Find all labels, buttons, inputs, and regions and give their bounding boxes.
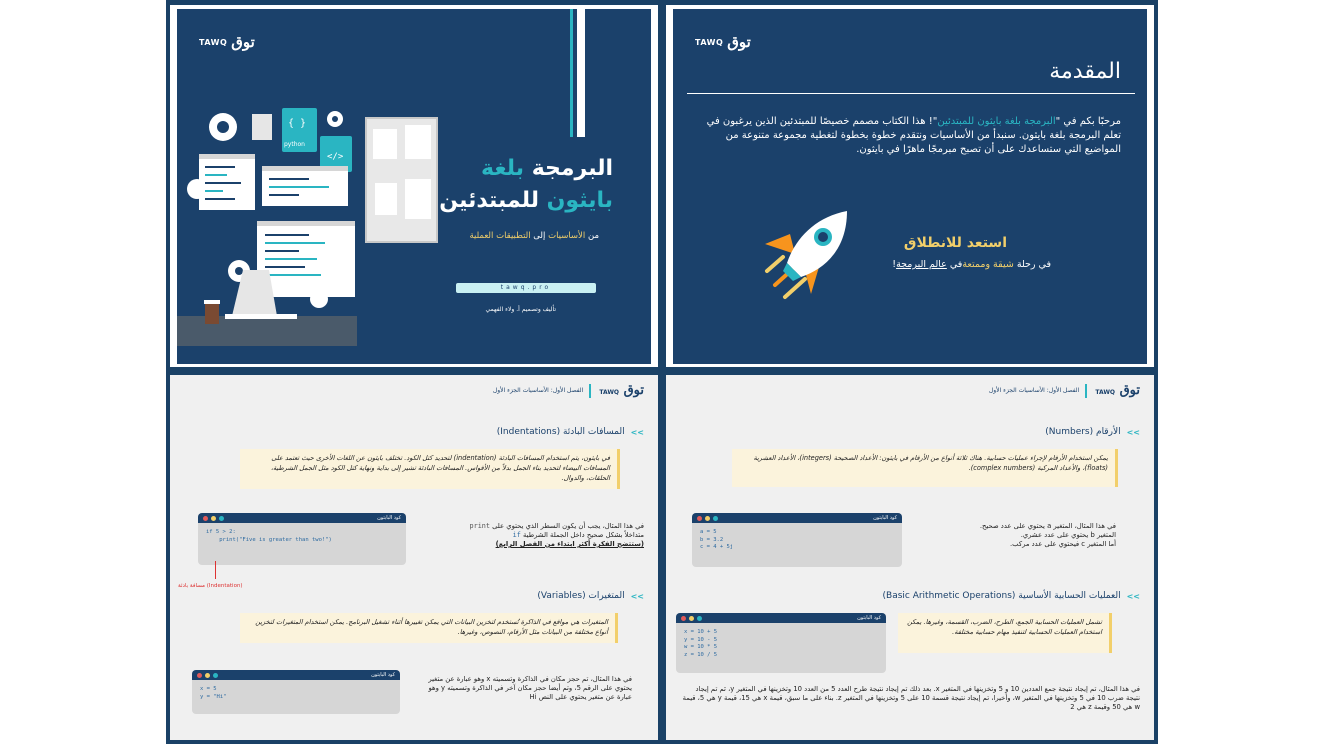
example-text: في هذا المثال، تم حجز مكان في الذاكرة وتسميته x وهو عبارة عن متغير يحتوي على الرقم 5، وتم أيضا حجز مكان آخر في الذاكرة وتسميته y وهو عبارة عن متغير يحتوي على النص Hi <box>428 675 632 701</box>
note-box: في بايثون، يتم استخدام المسافات البادئة (indentation) لتحديد كتل الكود. تختلف بايثون عن اللغات الأخرى حيث تعتمد على المسافات البيضاء لتحديد بناء الجمل بدلاً من الأقواس. المسافات البادئة تشير إلى بداية ونهاية كتل الكود مثل الجمل الشرطية، الحلقات، والدوال. <box>240 449 620 489</box>
example-text: في هذا المثال، يجب أن يكون السطر الذي يحتوي على print متداخلاً بشكل صحيح داخل الجملة الشرطية if (ستتضح الفكرة أكثر ابتداء من الفصل الرابع) <box>469 522 644 548</box>
author-credit: تأليف وتصميم أ. ولاء الفهمي <box>485 306 556 313</box>
divider <box>687 93 1135 94</box>
brand-logo: توق TAWQ <box>1095 383 1140 398</box>
cta-title: استعد للانطلاق <box>903 235 1007 251</box>
brand-logo: TAWQ توق <box>695 33 751 51</box>
cover-page <box>170 5 658 367</box>
code-block: كود البايثون x = 5 y = "Hi" <box>192 670 400 714</box>
site-link[interactable]: tawq.pro <box>456 283 596 293</box>
section-heading: >> الأرقام (Numbers) <box>1045 427 1140 437</box>
cover-stripe-white <box>577 9 585 137</box>
cover-title: البرمجة بلغة بايثون للمبتدئين <box>439 156 613 213</box>
cover-stripe-teal <box>570 9 573 137</box>
section-heading: >> العمليات الحسابية الأساسية (Basic Arithmetic Operations) <box>882 591 1140 601</box>
page-header: توق TAWQ الفصل الأول: الأساسيات الجزء الأول <box>492 383 644 398</box>
intro-page <box>666 5 1154 367</box>
note-box: المتغيرات هي مواقع في الذاكرة تُستخدم لتخزين البيانات التي يمكن تغييرها أثناء تشغيل البرنامج. يمكن استخدام المتغيرات لتخزين أنواع مختلفة من البيانات مثل الأرقام، النصوص، وغيرها. <box>240 613 618 643</box>
intro-heading: المقدمة <box>1049 59 1121 84</box>
indent-label: مسافة بادئة (Indentation) <box>178 583 243 589</box>
coffee-icon <box>205 304 219 324</box>
indentation-page <box>170 375 658 740</box>
note-box: يمكن استخدام الأرقام لإجراء عمليات حسابية. هناك ثلاثة أنواع من الأرقام في بايثون: الأعداد الصحيحة (integers)، الأعداد العشرية (floats)، والأعداد المركبة (complex numbers). <box>732 449 1118 487</box>
brand-logo: TAWQ توق <box>199 33 255 51</box>
file-icon <box>252 114 272 140</box>
indent-arrow <box>215 561 216 579</box>
code-tag-label: </> <box>327 152 344 162</box>
python-label: python <box>284 141 305 148</box>
cta-subtitle: في رحلة شيقة وممتعةفي عالم البرمجة! <box>892 259 1051 270</box>
section-heading: >> المسافات البادئة (Indentations) <box>496 427 644 437</box>
section-heading: >> المتغيرات (Variables) <box>537 591 644 601</box>
page-header: توق TAWQ الفصل الأول: الأساسيات الجزء الأول <box>988 383 1140 398</box>
braces-label: { } <box>288 118 307 129</box>
numbers-page <box>666 375 1154 740</box>
code-block: كود البايثون a = 5 b = 3.2 c = 4 + 5j <box>692 513 902 567</box>
cover-subtitle: من الأساسيات إلى التطبيقات العملية <box>469 231 599 241</box>
brand-logo: توق TAWQ <box>599 383 644 398</box>
code-block: كود البايثون x = 10 + 5 y = 10 - 5 w = 10 * 5 z = 10 / 5 <box>676 613 886 673</box>
rocket-icon <box>755 209 855 304</box>
example-text: في هذا المثال، المتغير a يحتوي على عدد صحيح. المتغير b يحتوي على عدد عشري. أما المتغير c فيحتوي على عدد مركب. <box>979 522 1116 548</box>
note-box: تشمل العمليات الحسابية الجمع، الطرح، الضرب، القسمة، وغيرها. يمكن استخدام العمليات الحسابية لتنفيذ مهام حسابية مختلفة. <box>898 613 1112 653</box>
code-block: كود البايثون if 5 > 2: print("Five is greater than two!") <box>198 513 406 565</box>
desk <box>177 316 357 346</box>
example-text: في هذا المثال، تم إيجاد نتيجة جمع العددين 10 و 5 وتخزينها في المتغير x. بعد ذلك تم إيجاد نتيجة طرح العدد 5 من العدد 10 وتخزينها في المتغير y، ثم تم إيجاد نتيجة ضرب 10 في 5 وتخزينها في المتغير w، وأخيرا، تم إيجاد نتيجة قسمة 10 على 5 وتخزينها في المتغير z. بناء على ما سبق، قيمة x هي 15، قيمة y هي 5، قيمة w هي 50 وقيمة z هي 2 <box>682 685 1140 711</box>
intro-paragraph: مرحبًا بكم في "البرمجة بلغة بايثون للمبتدئين"! هذا الكتاب مصمم خصيصًا للمبتدئين الذين يرغبون في تعلم البرمجة بلغة بايثون. سنبدأ من الأساسيات ونتقدم خطوة بخطوة لتغطية مجموعة متنوعة من المواضيع التي ستساعدك على أن تصبح مبرمجًا ماهرًا في بايثون. <box>706 116 1121 155</box>
